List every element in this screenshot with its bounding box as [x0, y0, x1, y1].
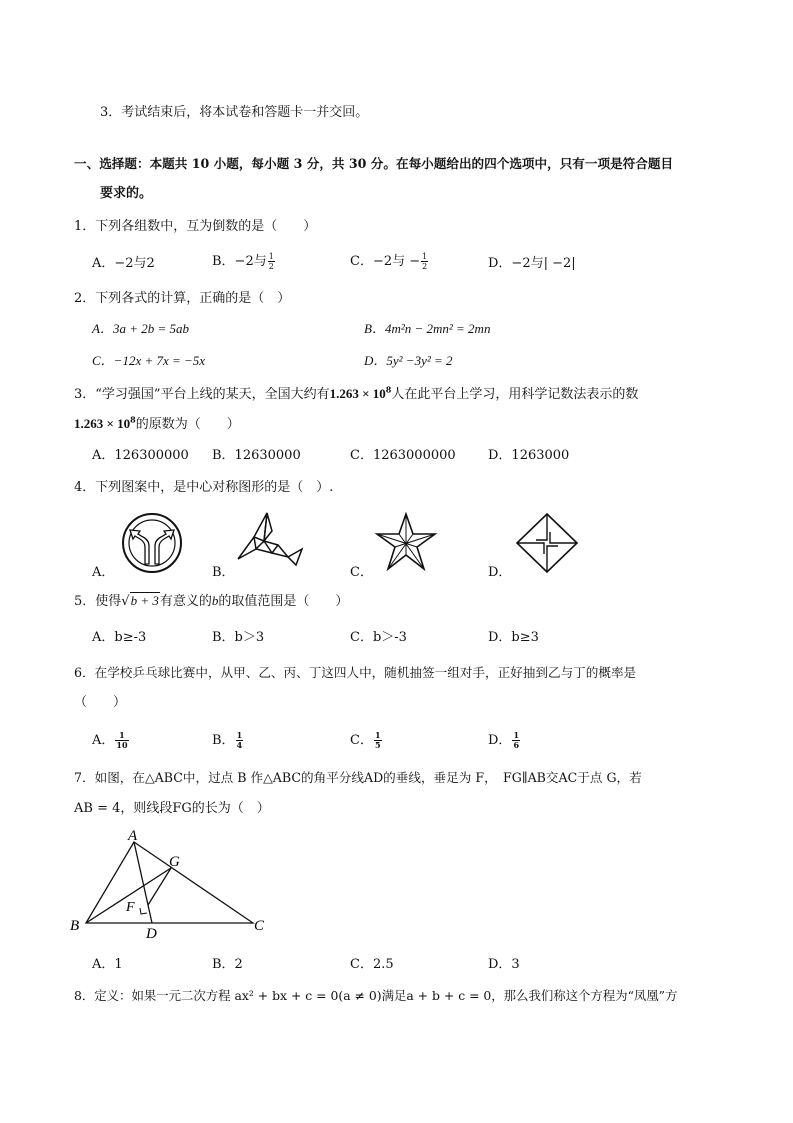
q5-option-b: B．b＞3 — [212, 630, 265, 645]
fraction: $\frac{1}{2}$ — [268, 252, 274, 271]
q6-option-c-label: C． — [350, 733, 373, 748]
origami-bird-figure — [234, 509, 306, 571]
q6-option-b-label: B． — [212, 733, 235, 748]
q3-line2 — [74, 415, 240, 434]
q3-line2-tail: 的原数为（ ） — [135, 417, 240, 432]
fraction-numerator: 1 — [115, 731, 128, 741]
q3-line1-tail: 人在此平台上学习，用科学记数法表示的数 — [391, 387, 639, 402]
q2-option-d: D．5y² −3y² = 2 — [364, 353, 453, 368]
q6-option-d — [488, 731, 521, 750]
q6-option-c — [350, 731, 383, 750]
q5-stem-suffix: 的取值范围是（ ） — [218, 594, 349, 609]
q5-option-d: D．b≥3 — [488, 630, 539, 645]
q1-option-c-text: C．−2与 − — [350, 254, 421, 269]
fraction-denominator: 4 — [236, 740, 243, 750]
q5-option-c: C．b＞-3 — [350, 630, 407, 645]
pinwheel-square-figure — [514, 512, 580, 574]
q7-line1: 7．如图，在△ABC中，过点 B 作△ABC的角平分线AD的垂线，垂足为 F， FG∥AB交AC于点 G，若 — [74, 770, 642, 785]
q5-stem-middle: 有意义的 — [159, 594, 212, 609]
q1-option-b-text: B．−2与 — [212, 254, 267, 269]
fraction — [115, 731, 128, 750]
label-g: G — [169, 854, 180, 870]
q2-option-b: B．4m²n − 2mn² = 2mn — [364, 321, 491, 336]
q2-stem: 2．下列各式的计算，正确的是（ ） — [74, 291, 291, 306]
star-figure — [374, 512, 438, 572]
q6-option-a — [92, 731, 130, 750]
q3-line1 — [74, 385, 638, 404]
q7-option-c: C．2.5 — [350, 957, 394, 972]
q4-option-d: D． — [488, 565, 512, 580]
q5-radicand: b + 3 — [130, 593, 159, 608]
fraction — [512, 731, 520, 750]
fraction-numerator: 1 — [374, 730, 381, 740]
q3-option-a: A．126300000 — [92, 448, 189, 463]
q3-number: 1.263 × 10 — [329, 386, 386, 401]
q4-stem: 4．下列图案中，是中心对称图形的是（ ）. — [74, 480, 334, 495]
fraction — [374, 731, 382, 750]
q2-option-c: C．−12x + 7x = −5x — [92, 353, 206, 368]
q7-option-b: B．2 — [212, 957, 243, 972]
q4-option-c: C． — [350, 565, 373, 580]
q5-stem — [74, 592, 348, 611]
q3-option-b: B．12630000 — [212, 448, 301, 463]
q1-option-d: D．−2与| −2| — [488, 256, 576, 271]
label-f: F — [126, 900, 135, 915]
instruction-3: 3．考试结束后，将本试卷和答题卡一并交回。 — [100, 105, 369, 120]
fraction-denominator: 10 — [116, 740, 128, 750]
label-d: D — [146, 926, 157, 942]
q1-option-a: A．−2与2 — [92, 256, 155, 271]
q3-exponent: 8 — [385, 384, 392, 395]
q7-line2: AB = 4，则线段FG的长为（ ） — [74, 801, 270, 816]
section-heading-line2: 要求的。 — [100, 186, 153, 201]
q3-number: 1.263 × 10 — [74, 416, 131, 431]
q6-option-b — [212, 731, 244, 750]
q5-stem-prefix: 5．使得 — [74, 594, 122, 609]
q1-option-b — [212, 252, 276, 271]
fraction: $\frac{1}{2}$ — [422, 252, 428, 271]
q3-option-d: D．1263000 — [488, 448, 570, 463]
fraction-numerator: 1 — [236, 730, 243, 740]
q5-option-a: A．b≥-3 — [92, 630, 147, 645]
q3-line1-text: 3．“学习强国”平台上线的某天，全国大约有 — [74, 387, 330, 402]
fraction-denominator: 5 — [374, 740, 381, 750]
label-b: B — [70, 918, 80, 934]
q2-option-a: A．3a + 2b = 5ab — [92, 321, 189, 336]
q6-paren: （ ） — [74, 695, 127, 710]
radical: √ — [121, 594, 130, 609]
fork-arrow-circle-figure — [118, 512, 188, 574]
triangle-abc-figure — [68, 826, 278, 944]
label-a: A — [128, 828, 138, 844]
q7-option-a: A．1 — [92, 957, 123, 972]
q6-option-d-label: D． — [488, 733, 512, 748]
fraction-denominator: 6 — [513, 740, 520, 750]
q6-stem: 6．在学校乒乓球比赛中，从甲、乙、丙、丁这四人中，随机抽签一组对手，正好抽到乙与丁的概率是 — [74, 665, 637, 680]
fraction-numerator: 1 — [513, 730, 520, 740]
q8-line1: 8．定义：如果一元二次方程 ax² + bx + c = 0(a ≠ 0)满足a + b + c = 0，那么我们称这个方程为“凤凰”方 — [74, 988, 678, 1003]
q3-exponent: 8 — [130, 414, 136, 425]
q5-variable: b — [211, 593, 219, 608]
q4-option-b: B． — [212, 565, 235, 580]
q4-option-a: A． — [92, 565, 115, 580]
q3-option-c: C．1263000000 — [350, 448, 456, 463]
q1-stem: 1．下列各组数中，互为倒数的是（ ） — [74, 219, 317, 234]
label-c: C — [254, 918, 265, 934]
q1-option-c — [350, 252, 429, 271]
q7-option-d: D．3 — [488, 957, 520, 972]
section-heading-line1: 一、选择题：本题共 10 小题，每小题 3 分，共 30 分。在每小题给出的四个选项中，只有一项是符合题目 — [74, 156, 674, 171]
q6-option-a-label: A． — [92, 733, 115, 748]
fraction — [236, 731, 244, 750]
